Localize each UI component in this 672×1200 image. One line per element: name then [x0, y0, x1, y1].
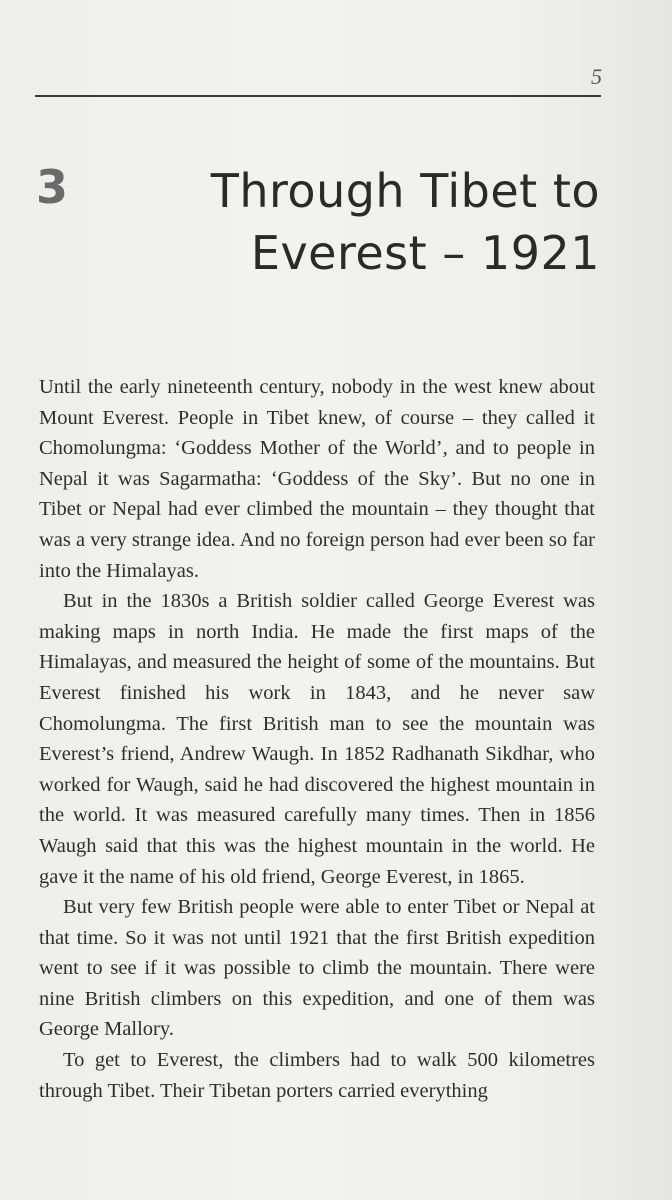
paragraph-2: But in the 1830s a British soldier called George Everest was making maps in north India. He made the first maps of the Himalayas, and measured the height of some of the mountains. But Everest finished his work in 1843, and he never saw Chomolungma. The first British man to see the mountain was Everest’s friend, Andrew Waugh. In 1852 Radhanath Sikdhar, who worked for Waugh, said he had discovered the highest mountain in the world. It was measured carefully many times. Then in 1856 Waugh said that this was the highest mountain in the world. He gave it the name of his old friend, George Everest, in 1865.: [39, 590, 595, 888]
header-rule: [35, 95, 601, 97]
paragraph-1: Until the early nineteenth century, nobody in the west knew about Mount Everest. People in Tibet knew, of course – they called it Chomolungma: ‘Goddess Mother of the World’, and to people in Nepal it was Sagarmatha: ‘Goddess of the Sky’. But no one in Tibet or Nepal had ever climbed the mountain – they thought that was a very strange idea. And no foreign person had ever been so far into the Himalayas.: [39, 376, 595, 582]
page-number: 5: [591, 64, 602, 89]
chapter-title-line-2: Everest – 1921: [250, 226, 600, 280]
paragraph-3: But very few British people were able to enter Tibet or Nepal at that time. So it was not until 1921 that the first British expedition went to see if it was possible to climb the mountain. There were nine British climbers on this expedition, and one of them was George Mallory.: [39, 896, 595, 1041]
chapter-title: [160, 160, 600, 284]
chapter-number: 3: [36, 160, 69, 214]
chapter-title-line-1: Through Tibet to: [210, 164, 600, 218]
body-text: [39, 372, 595, 1106]
paragraph-4: To get to Everest, the climbers had to walk 500 kilometres through Tibet. Their Tibetan porters carried everything: [39, 1049, 595, 1102]
